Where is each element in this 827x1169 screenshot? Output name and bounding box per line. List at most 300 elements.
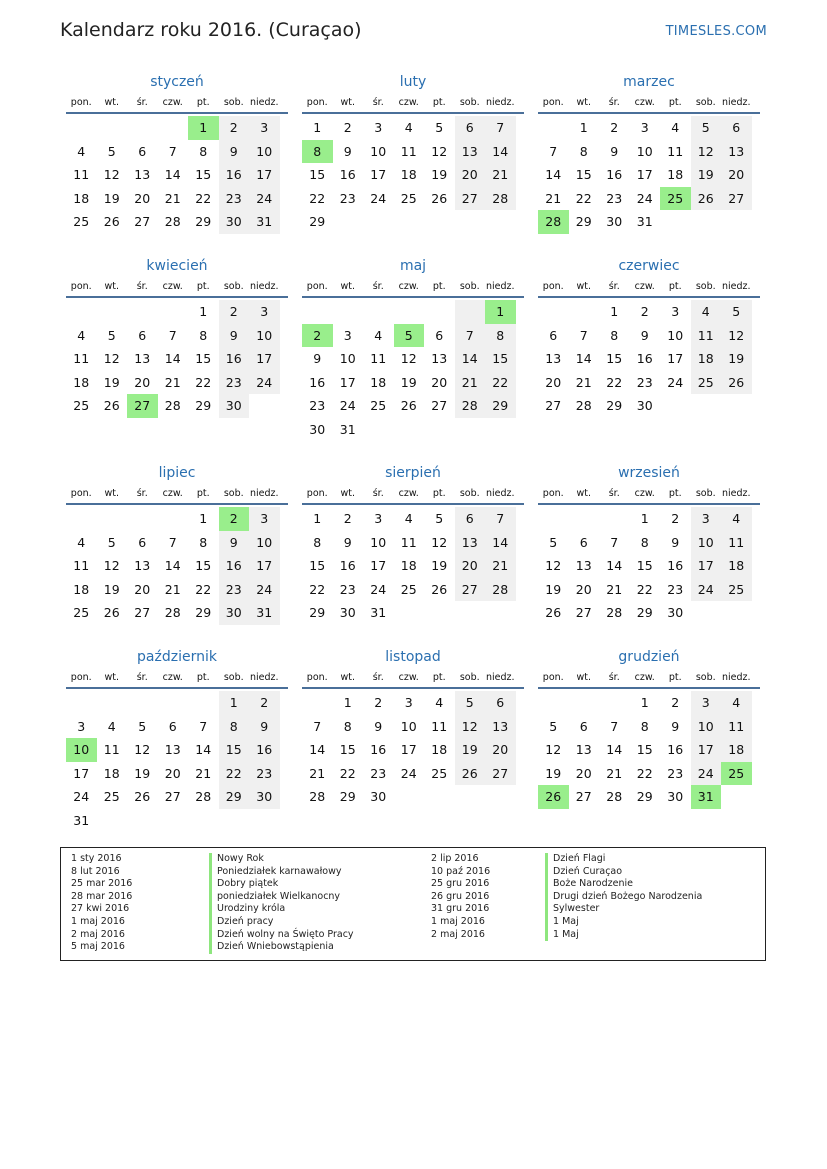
empty-day-cell: [485, 210, 516, 234]
empty-day-cell: [127, 300, 158, 324]
day-cell: 19: [134, 765, 151, 781]
day-cell: 6: [721, 116, 752, 140]
week-row: [302, 187, 524, 211]
day-cell: 8: [199, 327, 208, 343]
day-cell: 2: [343, 120, 352, 135]
holiday-day-cell: 25: [660, 187, 691, 211]
day-cell: 6: [549, 327, 558, 343]
day-cell: 15: [339, 742, 356, 757]
day-cell: 22: [485, 371, 516, 395]
day-cell: 23: [370, 765, 387, 781]
day-cell: 26: [103, 605, 120, 620]
weekday-label: wt.: [340, 487, 355, 499]
day-cell: 14: [164, 351, 181, 366]
empty-day-cell: [691, 210, 722, 234]
weekday-label: niedz.: [485, 671, 515, 683]
day-cell: 19: [545, 765, 562, 781]
legend-holiday-name: Dzień pracy: [209, 916, 354, 929]
month-block: [66, 647, 288, 832]
day-cell: 5: [107, 143, 116, 159]
month-block: [302, 463, 524, 625]
month-block: [302, 72, 524, 234]
day-cell: 3: [640, 120, 649, 135]
weekday-label: pon.: [542, 96, 564, 108]
weekday-label: czw.: [634, 487, 655, 499]
day-cell: 26: [134, 789, 151, 804]
day-cell: 29: [339, 789, 356, 804]
day-cell: 30: [667, 605, 684, 620]
empty-day-cell: [394, 418, 425, 442]
weekday-label: sob.: [223, 487, 244, 499]
legend-date: 8 lut 2016: [71, 865, 120, 877]
day-cell: 28: [164, 214, 181, 229]
day-cell: 30: [249, 785, 280, 809]
day-cell: 9: [610, 143, 619, 159]
month-block: [66, 463, 288, 625]
weekday-label: pon.: [306, 487, 328, 499]
weekday-label: sob.: [459, 96, 480, 108]
legend-holiday-name: Drugi dzień Bożego Narodzenia: [545, 891, 702, 904]
weekday-label: niedz.: [721, 487, 751, 499]
day-cell: 22: [636, 765, 653, 781]
day-cell: 20: [431, 374, 448, 390]
day-cell: 12: [400, 351, 417, 366]
empty-day-cell: [569, 507, 600, 531]
week-row: [66, 691, 288, 715]
day-cell: 1: [313, 511, 322, 526]
weekday-label: czw.: [162, 487, 183, 499]
empty-day-cell: [127, 809, 158, 833]
day-cell: 21: [164, 374, 181, 390]
day-cell: 28: [455, 394, 486, 418]
day-cell: 14: [309, 742, 326, 757]
day-cell: 13: [164, 742, 181, 757]
empty-day-cell: [424, 210, 455, 234]
weekday-label: wt.: [104, 487, 119, 499]
weekday-label: pt.: [432, 280, 446, 292]
weekday-label: sob.: [695, 671, 716, 683]
day-cell: 16: [636, 351, 653, 366]
day-cell: 11: [721, 531, 752, 555]
day-cell: 27: [431, 398, 448, 413]
day-cell: 22: [606, 374, 623, 390]
empty-day-cell: [97, 300, 128, 324]
day-cell: 13: [455, 140, 486, 164]
weekday-label: wt.: [340, 280, 355, 292]
day-cell: 25: [691, 371, 722, 395]
day-cell: 12: [545, 742, 562, 757]
day-cell: 22: [309, 581, 326, 597]
weekday-label: niedz.: [721, 96, 751, 108]
brand-link[interactable]: TIMESLES.COM: [665, 24, 767, 39]
week-row: [66, 809, 288, 833]
weekday-label: czw.: [162, 280, 183, 292]
day-cell: 21: [606, 581, 623, 597]
holiday-day-cell: 1: [188, 116, 219, 140]
day-cell: 24: [339, 398, 356, 413]
legend-holiday-name: poniedziałek Wielkanocny: [209, 891, 354, 904]
holiday-day-cell: 2: [219, 507, 250, 531]
holiday-day-cell: 5: [394, 324, 425, 348]
empty-day-cell: [424, 418, 455, 442]
day-cell: 4: [77, 327, 86, 343]
weekday-label: pt.: [196, 671, 210, 683]
empty-day-cell: [691, 394, 722, 418]
day-cell: 26: [400, 398, 417, 413]
day-cell: 4: [77, 143, 86, 159]
day-cell: 29: [195, 398, 212, 413]
holiday-day-cell: 10: [66, 738, 97, 762]
day-cell: 19: [545, 581, 562, 597]
month-block: [66, 72, 288, 234]
day-cell: 26: [455, 762, 486, 786]
weekday-label: niedz.: [249, 96, 279, 108]
empty-day-cell: [721, 601, 752, 625]
day-cell: 15: [606, 351, 623, 366]
empty-day-cell: [455, 601, 486, 625]
day-cell: 21: [485, 163, 516, 187]
day-cell: 8: [199, 534, 208, 550]
day-cell: 2: [343, 511, 352, 526]
empty-day-cell: [302, 300, 333, 324]
day-cell: 28: [606, 605, 623, 620]
legend-holiday-name: 1 Maj: [545, 916, 702, 929]
legend-date: 31 gru 2016: [431, 903, 490, 915]
weekday-label: wt.: [576, 96, 591, 108]
day-cell: 7: [199, 718, 208, 734]
day-cell: 10: [667, 327, 684, 343]
day-cell: 21: [195, 765, 212, 781]
month-name: lipiec: [158, 465, 196, 481]
day-cell: 31: [339, 421, 356, 437]
day-cell: 8: [219, 715, 250, 739]
day-cell: 25: [73, 605, 90, 620]
empty-day-cell: [127, 691, 158, 715]
day-cell: 10: [370, 143, 387, 159]
day-cell: 19: [103, 190, 120, 206]
day-cell: 27: [455, 578, 486, 602]
weekday-label: niedz.: [249, 280, 279, 292]
day-cell: 19: [400, 374, 417, 390]
holiday-day-cell: 26: [538, 785, 569, 809]
weekday-label: niedz.: [249, 671, 279, 683]
week-row: [538, 324, 760, 348]
legend-date: 2 maj 2016: [431, 928, 485, 940]
day-cell: 30: [667, 789, 684, 804]
weekday-label: sob.: [695, 487, 716, 499]
day-cell: 9: [313, 351, 322, 366]
day-cell: 23: [339, 190, 356, 206]
empty-day-cell: [455, 785, 486, 809]
day-cell: 18: [691, 347, 722, 371]
empty-day-cell: [424, 785, 455, 809]
week-row: [538, 578, 760, 602]
empty-day-cell: [66, 691, 97, 715]
empty-day-cell: [363, 300, 394, 324]
week-row: [66, 347, 288, 371]
weekday-label: wt.: [340, 671, 355, 683]
weekday-header: [66, 92, 288, 114]
week-row: [538, 554, 760, 578]
day-cell: 13: [575, 558, 592, 573]
week-row: [66, 163, 288, 187]
day-cell: 28: [606, 789, 623, 804]
day-cell: 19: [103, 581, 120, 597]
weekday-label: pon.: [542, 280, 564, 292]
day-cell: 18: [721, 554, 752, 578]
legend-date: 25 mar 2016: [71, 878, 133, 890]
day-cell: 17: [636, 167, 653, 182]
month-name: grudzień: [618, 649, 680, 665]
legend-holiday-name: Boże Narodzenie: [545, 878, 702, 891]
weekday-label: pon.: [306, 280, 328, 292]
empty-day-cell: [66, 116, 97, 140]
weekday-label: śr.: [136, 487, 148, 499]
day-cell: 9: [343, 143, 352, 159]
week-row: [538, 347, 760, 371]
week-row: [66, 187, 288, 211]
legend-date: 27 kwi 2016: [71, 903, 130, 915]
day-cell: 12: [431, 534, 448, 550]
weekday-label: sob.: [223, 280, 244, 292]
holiday-day-cell: 1: [485, 300, 516, 324]
weekday-label: śr.: [608, 96, 620, 108]
day-cell: 2: [219, 300, 250, 324]
day-cell: 8: [640, 718, 649, 734]
day-cell: 19: [431, 167, 448, 182]
day-cell: 21: [575, 374, 592, 390]
day-cell: 3: [77, 718, 86, 734]
day-cell: 8: [313, 534, 322, 550]
day-cell: 24: [400, 765, 417, 781]
day-cell: 29: [575, 214, 592, 229]
legend-holiday-name: Poniedziałek karnawałowy: [209, 866, 354, 879]
week-row: [538, 531, 760, 555]
day-cell: 28: [309, 789, 326, 804]
day-cell: 5: [435, 511, 444, 526]
legend-date: 1 sty 2016: [71, 853, 122, 864]
day-cell: 12: [134, 742, 151, 757]
empty-day-cell: [127, 507, 158, 531]
legend-holiday-name: Urodziny króla: [209, 903, 354, 916]
day-cell: 21: [545, 190, 562, 206]
weekday-label: pon.: [70, 487, 92, 499]
empty-day-cell: [424, 601, 455, 625]
day-cell: 23: [339, 581, 356, 597]
day-cell: 27: [134, 605, 151, 620]
week-row: [538, 785, 760, 809]
week-row: [66, 324, 288, 348]
weekday-label: sob.: [223, 96, 244, 108]
day-cell: 31: [370, 605, 387, 620]
day-cell: 16: [370, 742, 387, 757]
month-name: wrzesień: [618, 465, 680, 481]
empty-day-cell: [158, 507, 189, 531]
day-cell: 21: [455, 371, 486, 395]
day-cell: 24: [370, 581, 387, 597]
day-cell: 12: [431, 143, 448, 159]
page-title: Kalendarz roku 2016. (Curaçao): [60, 19, 362, 41]
empty-day-cell: [394, 210, 425, 234]
day-cell: 5: [107, 327, 116, 343]
empty-day-cell: [721, 785, 752, 809]
day-cell: 9: [640, 327, 649, 343]
day-cell: 31: [249, 210, 280, 234]
day-cell: 14: [485, 140, 516, 164]
weekday-header: [538, 92, 760, 114]
day-cell: 13: [134, 351, 151, 366]
day-cell: 15: [195, 351, 212, 366]
month-name: maj: [399, 258, 427, 274]
weekday-header: [302, 92, 524, 114]
day-cell: 5: [435, 120, 444, 135]
day-cell: 12: [103, 351, 120, 366]
day-cell: 12: [691, 140, 722, 164]
empty-day-cell: [249, 394, 280, 418]
week-row: [538, 762, 760, 786]
empty-day-cell: [538, 300, 569, 324]
day-cell: 18: [73, 581, 90, 597]
day-cell: 22: [309, 190, 326, 206]
week-row: [66, 210, 288, 234]
empty-day-cell: [97, 507, 128, 531]
day-cell: 23: [219, 371, 250, 395]
day-cell: 28: [164, 605, 181, 620]
weekday-header: [302, 276, 524, 298]
empty-day-cell: [660, 210, 691, 234]
day-cell: 16: [667, 558, 684, 573]
day-cell: 17: [691, 554, 722, 578]
weekday-label: pon.: [70, 280, 92, 292]
day-cell: 13: [485, 715, 516, 739]
day-cell: 13: [134, 558, 151, 573]
day-cell: 5: [549, 534, 558, 550]
empty-day-cell: [660, 394, 691, 418]
day-cell: 8: [610, 327, 619, 343]
day-cell: 13: [134, 167, 151, 182]
weekday-label: pt.: [668, 280, 682, 292]
day-cell: 25: [73, 214, 90, 229]
empty-day-cell: [599, 507, 630, 531]
day-cell: 30: [370, 789, 387, 804]
day-cell: 25: [103, 789, 120, 804]
day-cell: 12: [455, 715, 486, 739]
day-cell: 16: [219, 163, 250, 187]
week-row: [66, 507, 288, 531]
day-cell: 17: [370, 558, 387, 573]
day-cell: 15: [636, 742, 653, 757]
empty-day-cell: [538, 507, 569, 531]
day-cell: 14: [485, 531, 516, 555]
empty-day-cell: [188, 809, 219, 833]
day-cell: 2: [610, 120, 619, 135]
day-cell: 18: [667, 167, 684, 182]
day-cell: 28: [195, 789, 212, 804]
day-cell: 4: [404, 511, 413, 526]
day-cell: 12: [103, 558, 120, 573]
empty-day-cell: [363, 418, 394, 442]
week-row: [66, 738, 288, 762]
day-cell: 30: [339, 605, 356, 620]
day-cell: 26: [103, 398, 120, 413]
weekday-label: pt.: [668, 487, 682, 499]
holiday-day-cell: 2: [302, 324, 333, 348]
day-cell: 25: [400, 190, 417, 206]
day-cell: 20: [164, 765, 181, 781]
empty-day-cell: [538, 116, 569, 140]
empty-day-cell: [455, 210, 486, 234]
week-row: [66, 394, 288, 418]
day-cell: 30: [606, 214, 623, 229]
day-cell: 10: [339, 351, 356, 366]
week-row: [302, 531, 524, 555]
day-cell: 8: [199, 143, 208, 159]
day-cell: 21: [164, 190, 181, 206]
day-cell: 6: [485, 691, 516, 715]
weekday-header: [538, 667, 760, 689]
day-cell: 20: [134, 581, 151, 597]
day-cell: 1: [640, 511, 649, 526]
week-row: [302, 785, 524, 809]
empty-day-cell: [333, 300, 364, 324]
weekday-header: [66, 276, 288, 298]
month-name: styczeń: [150, 74, 204, 90]
day-cell: 20: [455, 163, 486, 187]
weekday-label: pt.: [668, 671, 682, 683]
weekday-label: śr.: [136, 671, 148, 683]
weekday-label: pt.: [432, 671, 446, 683]
day-cell: 16: [309, 374, 326, 390]
day-cell: 20: [485, 738, 516, 762]
day-cell: 16: [667, 742, 684, 757]
day-cell: 9: [219, 140, 250, 164]
day-cell: 26: [431, 190, 448, 206]
day-cell: 17: [73, 765, 90, 781]
empty-day-cell: [691, 601, 722, 625]
empty-day-cell: [249, 809, 280, 833]
weekday-label: śr.: [136, 280, 148, 292]
day-cell: 18: [73, 190, 90, 206]
week-row: [538, 163, 760, 187]
day-cell: 10: [249, 140, 280, 164]
day-cell: 17: [667, 351, 684, 366]
weekday-label: wt.: [104, 96, 119, 108]
day-cell: 19: [691, 163, 722, 187]
day-cell: 26: [103, 214, 120, 229]
week-row: [302, 347, 524, 371]
day-cell: 11: [73, 558, 90, 573]
day-cell: 24: [73, 789, 90, 804]
day-cell: 24: [691, 762, 722, 786]
day-cell: 3: [374, 511, 383, 526]
day-cell: 9: [219, 324, 250, 348]
day-cell: 10: [249, 531, 280, 555]
day-cell: 17: [249, 347, 280, 371]
day-cell: 3: [249, 300, 280, 324]
day-cell: 20: [575, 765, 592, 781]
weekday-label: sob.: [459, 280, 480, 292]
week-row: [538, 116, 760, 140]
day-cell: 14: [164, 167, 181, 182]
day-cell: 11: [691, 324, 722, 348]
weekday-label: czw.: [398, 487, 419, 499]
week-row: [66, 785, 288, 809]
day-cell: 6: [138, 327, 147, 343]
day-cell: 18: [400, 167, 417, 182]
empty-day-cell: [569, 691, 600, 715]
week-row: [302, 116, 524, 140]
weekday-label: czw.: [634, 280, 655, 292]
